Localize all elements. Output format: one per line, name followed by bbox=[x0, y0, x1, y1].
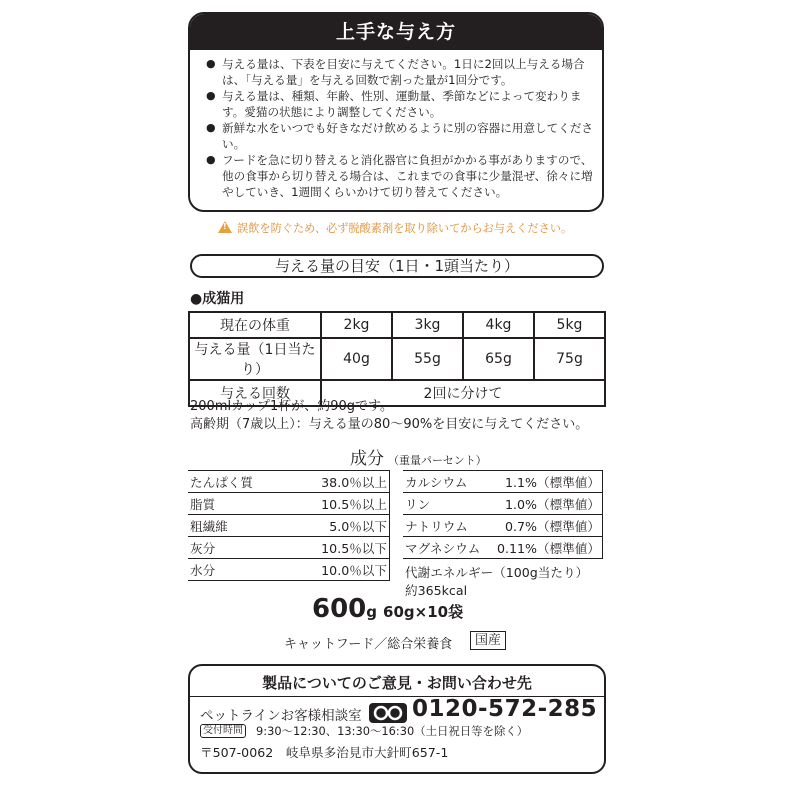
warning-notice bbox=[218, 220, 598, 236]
table-row bbox=[189, 338, 605, 380]
table-cell: 65g bbox=[463, 338, 534, 380]
composition-title-text: 成分 bbox=[350, 449, 384, 469]
table-row bbox=[403, 515, 603, 537]
customer-desk-name: ペットラインお客様相談室 bbox=[200, 708, 362, 724]
feeding-guide-item: ● 新鮮な水をいつでも好きなだけ飲めるように別の容器に用意してください。 bbox=[206, 120, 594, 152]
business-hours: 9:30〜12:30、13:30〜16:30（土日祝日等を除く） bbox=[256, 724, 529, 738]
net-weight bbox=[312, 594, 463, 624]
nutrient-name: 灰分 bbox=[188, 537, 286, 559]
feeding-guide-item: ● フードを急に切り替えると消化器官に負担がかかる事がありますので、他の食事から切り替える場合は、これまでの食事に少量混ぜ、徐々に増やしていき、1週間くらいかけて切り替えてください。 bbox=[206, 152, 594, 200]
row-label-times: 与える回数 bbox=[189, 380, 321, 406]
table-cell: 5kg bbox=[534, 312, 605, 338]
cup-note: 200mlカップ1杯が、約90gです。 bbox=[190, 399, 393, 414]
composition-subtitle: （重量パーセント） bbox=[388, 454, 487, 467]
nutrient-value: 10.5％以上 bbox=[286, 493, 389, 515]
table-row bbox=[189, 312, 605, 338]
table-cell: 4kg bbox=[463, 312, 534, 338]
feeding-guide-list bbox=[190, 50, 602, 200]
warning-triangle-icon bbox=[218, 221, 232, 233]
nutrient-value: 10.5％以下 bbox=[286, 537, 389, 559]
table-row bbox=[188, 537, 390, 559]
feeding-guide-title: 上手な与え方 bbox=[190, 14, 602, 50]
table-row bbox=[188, 493, 390, 515]
nutrient-value: 10.0％以下 bbox=[286, 559, 389, 581]
composition-table-right bbox=[403, 470, 603, 559]
warning-text: 誤飲を防ぐため、必ず脱酸素剤を取り除いてからお与えください。 bbox=[237, 222, 573, 235]
nutrient-name: 脂質 bbox=[188, 493, 286, 515]
hours-badge: 受付時間 bbox=[200, 724, 246, 738]
table-cell: 2kg bbox=[321, 312, 392, 338]
nutrient-value: 38.0％以上 bbox=[286, 471, 389, 493]
table-cell: 55g bbox=[392, 338, 463, 380]
address: 〒507-0062 岐阜県多治見市大針町657-1 bbox=[200, 745, 449, 760]
phone-number[interactable]: 0120-572-285 bbox=[412, 696, 598, 722]
mineral-value: 0.7%（標準値） bbox=[488, 515, 603, 537]
feeding-guide-box bbox=[188, 12, 604, 212]
feeding-amount-table bbox=[188, 311, 606, 407]
feeding-guide-item: ● 与える量は、下表を目安に与えてください。1日に2回以上与える場合は、「与える量」を与える回数で割った量が1回分です。 bbox=[206, 56, 594, 88]
row-label-amount: 与える量（1日当たり） bbox=[189, 338, 321, 380]
table-cell: 3kg bbox=[392, 312, 463, 338]
food-type: キャットフード／総合栄養食 bbox=[284, 637, 453, 652]
table-cell: 40g bbox=[321, 338, 392, 380]
energy-label: 代謝エネルギー（100g当たり） bbox=[405, 565, 589, 580]
table-row bbox=[403, 493, 603, 515]
feeding-amount-heading: 与える量の目安（1日・1頭当たり） bbox=[190, 254, 604, 278]
nutrient-name: たんぱく質 bbox=[188, 471, 286, 493]
table-row bbox=[188, 471, 390, 493]
freedial-icon bbox=[368, 702, 408, 724]
nutrient-value: 5.0％以下 bbox=[286, 515, 389, 537]
mineral-name: カルシウム bbox=[403, 471, 488, 493]
composition-title bbox=[350, 444, 487, 469]
mineral-name: リン bbox=[403, 493, 488, 515]
table-row bbox=[188, 515, 390, 537]
energy-value: 約365kcal bbox=[405, 583, 468, 598]
senior-note: 高齢期（7歳以上）：与える量の80〜90%を目安に与えてください。 bbox=[190, 417, 589, 432]
table-row bbox=[403, 471, 603, 493]
table-row bbox=[403, 537, 603, 559]
mineral-name: マグネシウム bbox=[403, 537, 488, 559]
mineral-value: 1.0%（標準値） bbox=[488, 493, 603, 515]
row-label-weight: 現在の体重 bbox=[189, 312, 321, 338]
origin-badge: 国産 bbox=[470, 631, 506, 650]
nutrient-name: 粗繊維 bbox=[188, 515, 286, 537]
composition-table-left bbox=[188, 470, 390, 581]
nutrient-name: 水分 bbox=[188, 559, 286, 581]
mineral-name: ナトリウム bbox=[403, 515, 488, 537]
mineral-value: 0.11%（標準値） bbox=[488, 537, 603, 559]
contact-box bbox=[188, 664, 606, 774]
table-cell: 75g bbox=[534, 338, 605, 380]
feeding-guide-item: ● 与える量は、種類、年齢、性別、運動量、季節などによって変わります。愛猫の状態により調整してください。 bbox=[206, 88, 594, 120]
adult-cat-label: ●成猫用 bbox=[190, 291, 245, 307]
contact-title: 製品についてのご意見・お問い合わせ先 bbox=[262, 674, 532, 692]
mineral-value: 1.1%（標準値） bbox=[488, 471, 603, 493]
table-cell: 2回に分けて bbox=[321, 380, 605, 406]
net-weight-unit: g bbox=[366, 603, 378, 621]
table-row bbox=[188, 559, 390, 581]
pack-count: 60g×10袋 bbox=[383, 603, 464, 621]
net-weight-number: 600 bbox=[312, 594, 367, 624]
